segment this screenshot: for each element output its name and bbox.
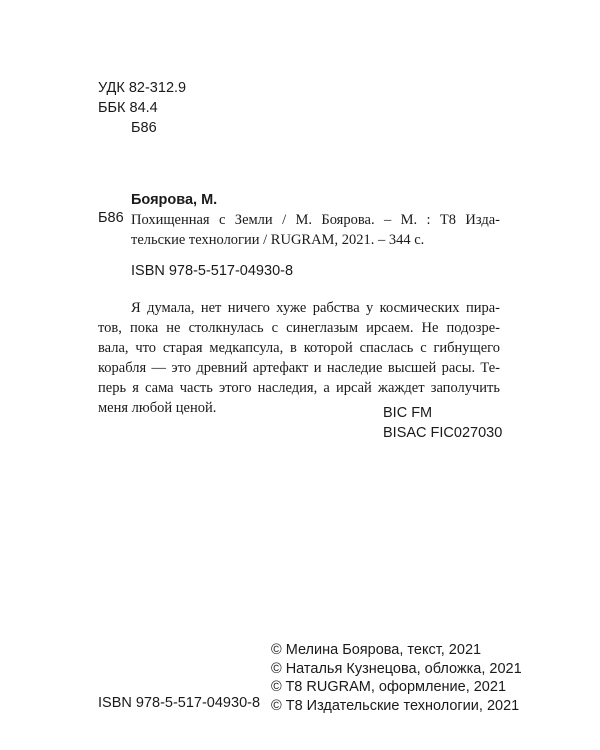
bisac-code: BISAC FIC027030 xyxy=(383,425,503,441)
author-heading: Боярова, М. xyxy=(131,192,218,208)
copyright-line: © Т8 Издательские технологии, 2021 xyxy=(271,697,520,714)
copyright-notices xyxy=(271,641,522,715)
copyright-line: © T8 RUGRAM, оформление, 2021 xyxy=(271,679,507,695)
author-mark-inline: Б86 xyxy=(98,210,124,226)
bbk-code: ББК 84.4 xyxy=(98,100,158,116)
annotation-line: тов, пока не столкнулась с синеглазым ирсаем. Не подозре- xyxy=(98,320,500,336)
subject-codes xyxy=(383,403,502,443)
annotation xyxy=(98,298,500,418)
bibliographic-line: Похищенная с Земли / М. Боярова. – М. : Т8 Изда- xyxy=(131,212,500,228)
isbn-bottom: ISBN 978-5-517-04930-8 xyxy=(98,695,261,711)
bic-code: BIC FM xyxy=(383,405,433,421)
author-mark: Б86 xyxy=(131,120,157,136)
annotation-line: вала, что старая медкапсула, в которой спаслась с гибнущего xyxy=(98,340,500,356)
copyright-line: © Мелина Боярова, текст, 2021 xyxy=(271,642,482,658)
annotation-line: корабля — это древний артефакт и наследие высшей расы. Те- xyxy=(98,360,500,376)
annotation-line: перь я сама часть этого наследия, а ирсай жаждет заполучить xyxy=(98,380,500,396)
bibliographic-line: тельские технологии / RUGRAM, 2021. – 344 с. xyxy=(131,232,425,248)
copyright-line: © Наталья Кузнецова, обложка, 2021 xyxy=(271,660,522,677)
annotation-line: меня любой ценой. xyxy=(98,400,217,416)
annotation-line: Я думала, нет ничего хуже рабства у космических пира- xyxy=(131,300,500,316)
udk-code: УДК 82-312.9 xyxy=(98,80,187,96)
bibliographic-text xyxy=(131,210,500,250)
isbn-main: ISBN 978-5-517-04930-8 xyxy=(131,263,294,279)
